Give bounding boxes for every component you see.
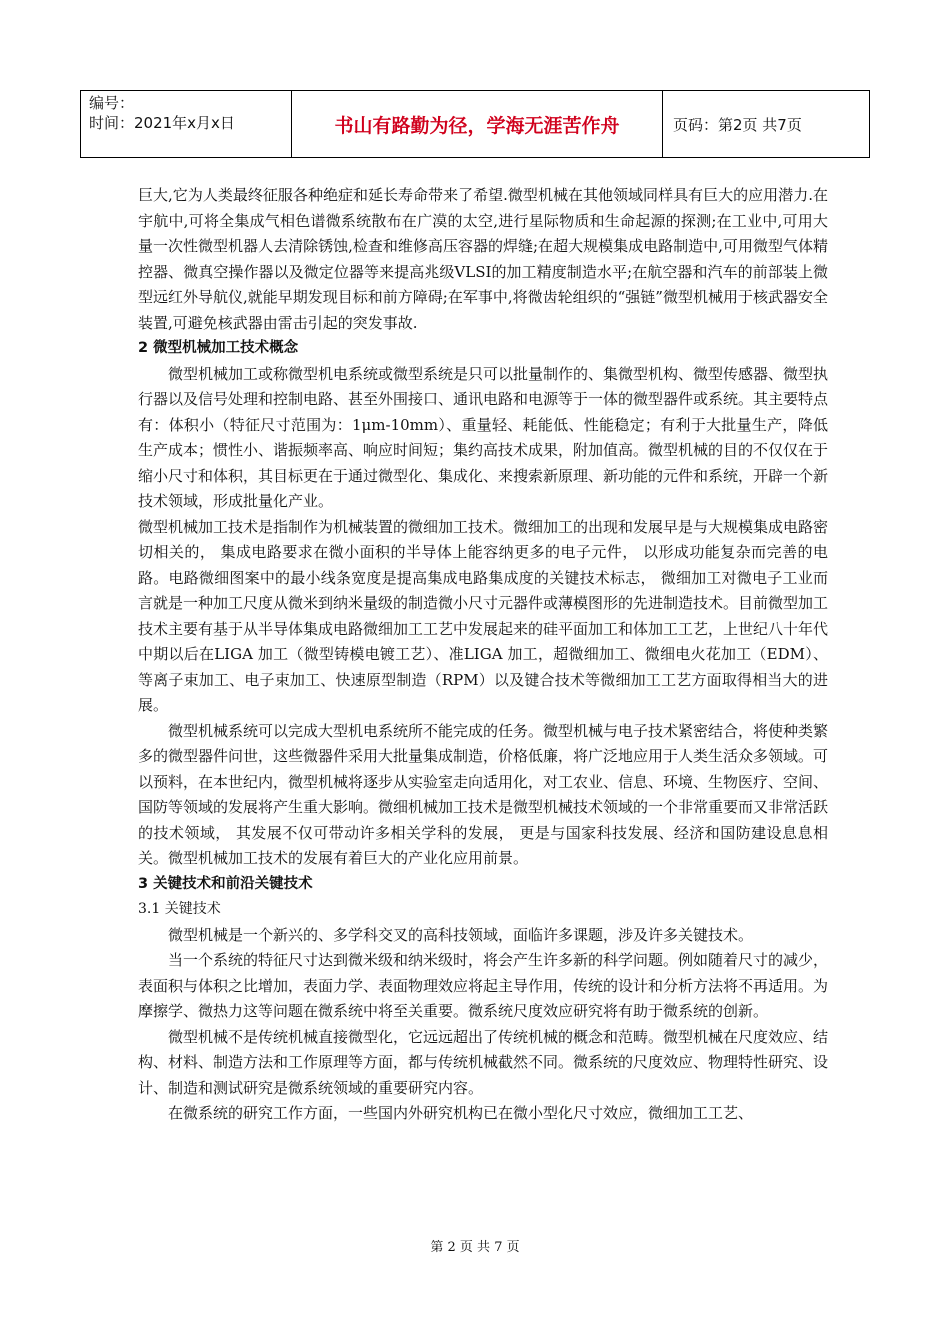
paragraph: 微型机械不是传统机械直接微型化，它远远超出了传统机械的概念和范畴。微型机械在尺度效应、结构、材料、制造方法和工作原理等方面，都与传统机械截然不同。微系统的尺度效应、物理特性研究、设计、制造和测试研究是微系统领域的重要研究内容。 [138,1027,829,1097]
paragraph: 微型机械系统可以完成大型机电系统所不能完成的任务。微型机械与电子技术紧密结合，将使种类繁多的微型器件问世，这些微器件采用大批量集成制造，价格低廉，将广泛地应用于人类生活众多领域。可以预料，在本世纪内，微型机械将逐步从实验室走向适用化，对工农业、信息、环境、生物医疗、空间、国防等领域的发展将产生重大影响。微细机械加工技术是微型机械技术领域的一个非常重要而又非常活跃的技术领域， 其发展不仅可带动许多相关学科的发展， 更是与国家科技发展、经济和国防建设息息相关。微型机械加工技术的发展有着巨大的产业化应用前景。 [138,721,829,867]
section-heading: 3 关键技术和前沿关键技术 [138,875,313,892]
paragraph: 微型机械加工或称微型机电系统或微型系统是只可以批量制作的、集微型机构、微型传感器、微型执行器以及信号处理和控制电路、甚至外围接口、通讯电路和电源等于一体的微型器件或系统。其主要特点有：体积小（特征尺寸范围为：1μm-10mm）、重量轻、耗能低、性能稳定；有利于大批量生产，降低生产成本；惯性小、谐振频率高、响应时间短；集约高技术成果，附加值高。微型机械的目的不仅仅在于缩小尺寸和体积，其目标更在于通过微型化、集成化、来搜索新原理、新功能的元件和系统，开辟一个新技术领域，形成批量化产业。 [138,364,829,510]
section-heading: 2 微型机械加工技术概念 [138,340,299,356]
paragraph: 在微系统的研究工作方面，一些国内外研究机构已在微小型化尺寸效应，微细加工工艺、 [168,1104,754,1122]
paragraph: 微型机械加工技术是指制作为机械装置的微细加工技术。微细加工的出现和发展早是与大规模集成电路密切相关的， 集成电路要求在微小面积的半导体上能容纳更多的电子元件， 以形成功能复杂而完善的电路。电路微细图案中的最小线条宽度是提高集成电路集成度的关键技术标志， 微细加工对微电子工业而言就是一种加工尺度从微米到纳米量级的制造微小尺寸元器件或薄模图形的先进制造技术。目前微型加工技术主要有基于从半导体集成电路微细加工工艺中发展起来的硅平面加工和体加工工艺，上世纪八十年代中期以后在LIGA 加工（微型铸模电镀工艺）、准LIGA 加工，超微细加工、微细电火花加工（EDM）、等离子束加工、电子束加工、快速原型制造（RPM）以及键合技术等微细加工工艺方面取得相当大的进展。 [138,517,829,714]
paragraph: 当一个系统的特征尺寸达到微米级和纳米级时，将会产生许多新的科学问题。例如随着尺寸的减少，表面积与体积之比增加，表面力学、表面物理效应将起主导作用，传统的设计和分析方法将不再适用。为摩擦学、微热力这等问题在微系统中将至关重要。微系统尺度效应研究将有助于微系统的创新。 [138,951,829,1020]
page-footer: 第 2 页 共 7 页 [430,1240,520,1255]
header-table [80,90,870,158]
document-body [138,183,828,1127]
date-label: 时间：2021年x月x日 [89,114,235,132]
paragraph: 巨大,它为人类最终征服各种绝症和延长寿命带来了希望.微型机械在其他领域同样具有巨大的应用潜力.在宇航中,可将全集成气相色谱微系统散布在广漠的太空,进行星际物质和生命起源的探测;在工业中,可用大量一次性微型机器人去清除锈蚀,检查和维修高压容器的焊缝;在超大规模集成电路制造中,可用微型气体精控器、微真空操作器以及微定位器等来提高兆级VLSI的加工精度制造水平;在航空器和汽车的前部装上微型远红外导航仪,就能早期发现目标和前方障碍;在军事中,将微齿轮组织的“强链”微型机械用于核武器安全装置,可避免核武器由雷击引起的突发事故. [138,186,828,332]
doc-number-label: 编号： [89,94,135,112]
header-meta [81,91,292,158]
motto: 书山有路勤为径，学海无涯苦作舟 [292,91,663,158]
page-indicator: 页码：第2页 共7页 [663,91,870,158]
subsection-heading: 3.1 关键技术 [138,901,221,917]
paragraph: 微型机械是一个新兴的、多学科交叉的高科技领域，面临许多课题，涉及许多关键技术。 [168,925,754,944]
